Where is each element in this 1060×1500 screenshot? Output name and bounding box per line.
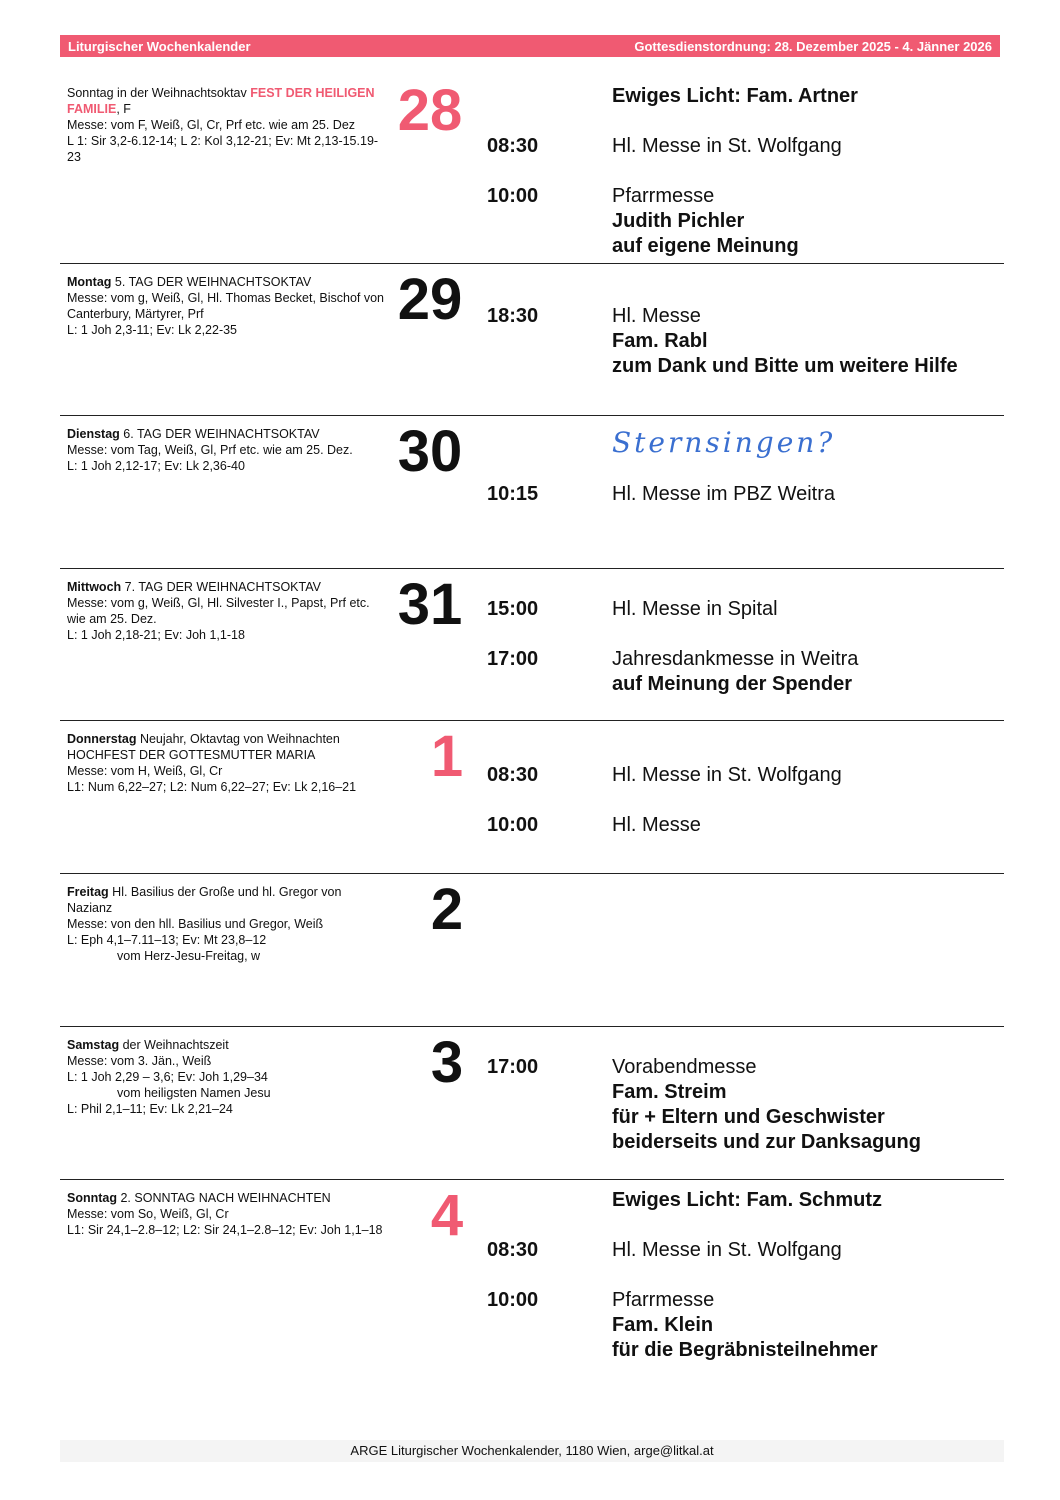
- day-number: 4: [430, 1183, 464, 1248]
- day-block-29: Montag 5. TAG DER WEIHNACHTSOKTAV Messe: vom g, Weiß, Gl, Hl. Thomas Becket, Bischof von Canterbury, Märtyrer, Prf L: 1 Joh 2,3-11; Ev: Lk 2,22-35 29 18:30 Hl. Messe Fam. Rabl zum Dank und Bitte um weitere Hilfe: [60, 263, 1004, 416]
- day-block-28: Sonntag in der Weihnachtsoktav FEST DER HEILIGEN FAMILIE, F Messe: vom F, Weiß, Gl, Cr, Prf etc. wie am 25. Dez L 1: Sir 3,2-6.12-14; L 2: Kol 3,12-21; Ev: Mt 2,13-15.19-23 28 Ewiges Licht: Fam. Artner 08:30 Hl. Messe in St. Wolfgang 10:00 Pfarrmesse Judith Pichler auf eigene Meinung: [60, 75, 1004, 263]
- event-time: 10:15: [487, 483, 539, 505]
- event-time: 10:00: [487, 185, 539, 207]
- day-info: Dienstag 6. TAG DER WEIHNACHTSOKTAV Messe: vom Tag, Weiß, Gl, Prf etc. wie am 25. Dez. L: 1 Joh 2,12-17; Ev: Lk 2,36-40: [67, 427, 353, 473]
- event-time: 10:00: [487, 1289, 539, 1311]
- handwritten-note: Sternsingen?: [612, 426, 836, 459]
- day-info: Sonntag 2. SONNTAG NACH WEIHNACHTEN Messe: vom So, Weiß, Gl, Cr L1: Sir 24,1–2.8–12; L2: Sir 24,1–2.8–12; Ev: Joh 1,1–18: [67, 1191, 383, 1237]
- day-number: 3: [430, 1030, 464, 1095]
- header-title: Liturgischer Wochenkalender: [68, 38, 251, 54]
- day-info: Mittwoch 7. TAG DER WEIHNACHTSOKTAV Messe: vom g, Weiß, Gl, Hl. Silvester I., Papst, Prf etc. wie am 25. Dez. L: 1 Joh 2,18-21; Ev: Joh 1,1-18: [67, 580, 370, 642]
- event-time: 15:00: [487, 598, 539, 620]
- day-number: 2: [430, 877, 464, 942]
- day-number: 30: [397, 419, 463, 484]
- day-block-30: Dienstag 6. TAG DER WEIHNACHTSOKTAV Messe: vom Tag, Weiß, Gl, Prf etc. wie am 25. Dez. L: 1 Joh 2,12-17; Ev: Lk 2,36-40 30 Sternsingen? 10:15 Hl. Messe im PBZ Weitra: [60, 415, 1004, 569]
- day-block-2: [60, 873, 1004, 1027]
- day-block-31: Mittwoch 7. TAG DER WEIHNACHTSOKTAV Messe: vom g, Weiß, Gl, Hl. Silvester I., Papst, Prf etc. wie am 25. Dez. L: 1 Joh 2,18-21; Ev: Joh 1,1-18 31 15:00 Hl. Messe in Spital 17:00 Jahresdankmesse in Weitra auf Meinung der Spender: [60, 568, 1004, 721]
- header-bar: [60, 35, 1000, 57]
- footer: ARGE Liturgischer Wochenkalender, 1180 Wien, arge@litkal.at: [60, 1440, 1004, 1462]
- day-block-4: Sonntag 2. SONNTAG NACH WEIHNACHTEN Messe: vom So, Weiß, Gl, Cr L1: Sir 24,1–2.8–12; L2: Sir 24,1–2.8–12; Ev: Joh 1,1–18 4 Ewiges Licht: Fam. Schmutz 08:30 Hl. Messe in St. Wolfgang 10:00 Pfarrmesse Fam. Klein für die Begräbnisteilnehmer: [60, 1179, 1004, 1420]
- day-block-3: Samstag der Weihnachtszeit Messe: vom 3. Jän., Weiß L: 1 Joh 2,29 – 3,6; Ev: Joh 1,29–34 vom heiligsten Namen Jesu L: Phil 2,1–11; Ev: Lk 2,21–24 3 17:00 Vorabendmesse Fam. Streim für + Eltern und Geschwister beiderseits und zur Danksagung: [60, 1026, 1004, 1180]
- day-info: Montag 5. TAG DER WEIHNACHTSOKTAV Messe: vom g, Weiß, Gl, Hl. Thomas Becket, Bischof von Canterbury, Märtyrer, Prf L: 1 Joh 2,3-11; Ev: Lk 2,22-35: [67, 275, 385, 337]
- day-block-1: Donnerstag Neujahr, Oktavtag von Weihnachten HOCHFEST DER GOTTESMUTTER MARIA Messe: vom H, Weiß, Gl, Cr L1: Num 6,22–27; L2: Num 6,22–27; Ev: Lk 2,16–21 1 08:30 Hl. Messe in St. Wolfgang 10:00 Hl. Messe: [60, 720, 1004, 874]
- header-date-range: Gottesdienstordnung: 28. Dezember 2025 - 4. Jänner 2026: [634, 38, 992, 54]
- eternal-light-note: Ewiges Licht: Fam. Schmutz: [612, 1189, 883, 1211]
- event-time: 17:00: [487, 648, 539, 670]
- day-info: Samstag der Weihnachtszeit Messe: vom 3. Jän., Weiß L: 1 Joh 2,29 – 3,6; Ev: Joh 1,29–34 vom heiligsten Namen Jesu L: Phil 2,1–11; Ev: Lk 2,21–24: [67, 1038, 271, 1116]
- feast-title: FEST DER HEILIGEN FAMILIE: [67, 86, 375, 116]
- day-number: 29: [397, 267, 463, 332]
- day-info: Donnerstag Neujahr, Oktavtag von Weihnachten HOCHFEST DER GOTTESMUTTER MARIA Messe: vom H, Weiß, Gl, Cr L1: Num 6,22–27; L2: Num 6,22–27; Ev: Lk 2,16–21: [67, 732, 357, 794]
- event-time: 08:30: [487, 135, 539, 157]
- day-info: Freitag Hl. Basilius der Große und hl. Gregor von Nazianz Messe: von den hll. Basilius und Gregor, Weiß L: Eph 4,1–7.11–13; Ev: Mt 23,8–12 vom Herz-Jesu-Freitag, w: [67, 885, 342, 963]
- event-time: 08:30: [487, 764, 539, 786]
- event-time: 17:00: [487, 1056, 539, 1078]
- event-time: 10:00: [487, 814, 539, 836]
- day-number: 1: [430, 724, 464, 789]
- day-info: Sonntag in der Weihnachtsoktav FEST DER HEILIGEN FAMILIE, F Messe: vom F, Weiß, Gl, Cr, Prf etc. wie am 25. Dez L 1: Sir 3,2-6.12-14; L 2: Kol 3,12-21; Ev: Mt 2,13-15.19-23: [67, 86, 379, 164]
- event-time: 08:30: [487, 1239, 539, 1261]
- day-number: 28: [397, 78, 463, 143]
- day-number: 31: [397, 572, 463, 637]
- eternal-light-note: Ewiges Licht: Fam. Artner: [612, 85, 858, 107]
- event-time: 18:30: [487, 305, 539, 327]
